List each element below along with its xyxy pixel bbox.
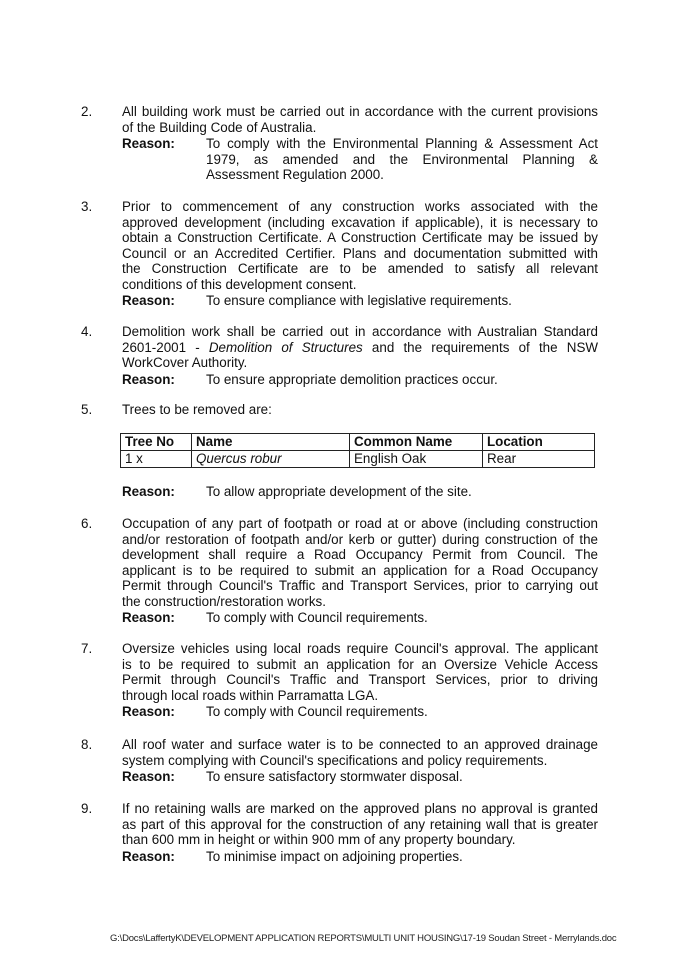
text-line: system complying with Council's specifications and policy requirements. [122, 752, 548, 768]
reason-line: To ensure satisfactory stormwater disposal. [206, 769, 463, 784]
table-cell [192, 451, 350, 468]
condition-number: 6. [81, 516, 93, 531]
reason-text [206, 293, 598, 309]
condition-text [122, 737, 598, 768]
condition-number: 7. [81, 641, 93, 656]
text-line: Trees to be removed are: [122, 402, 272, 417]
text-line: Demolition work shall be carried out in accordance with Australian Standard [122, 324, 598, 339]
reason-label: Reason: [122, 293, 175, 308]
condition-number: 3. [81, 199, 93, 214]
condition-number: 9. [81, 801, 93, 816]
text-line: Oversize vehicles using local roads require Council's approval. The applicant [122, 641, 598, 656]
reason-label: Reason: [122, 136, 175, 151]
reason-label: Reason: [122, 704, 175, 719]
condition-text [122, 641, 598, 703]
text-segment: 2601-2001 - [122, 339, 209, 355]
reason-label: Reason: [122, 610, 175, 625]
trees-table [120, 433, 595, 468]
reason-line: Assessment Regulation 2000. [206, 167, 384, 183]
reason-line: To ensure appropriate demolition practices occur. [206, 372, 498, 387]
column-header: Common Name [350, 434, 483, 451]
reason-line: To ensure compliance with legislative requirements. [206, 293, 512, 308]
reason-line: To comply with Council requirements. [206, 610, 428, 625]
reason-text [206, 849, 598, 865]
reason-text [206, 769, 598, 785]
table-cell: 1 x [121, 451, 192, 468]
text-line: All roof water and surface water is to be connected to an approved drainage [122, 737, 598, 752]
reason-line: To minimise impact on adjoining properties. [206, 849, 463, 864]
condition-text [122, 324, 598, 371]
table-cell: Rear [483, 451, 595, 468]
reason-text [206, 610, 598, 626]
reason-text [206, 484, 598, 500]
text-line: All building work must be carried out in accordance with the current provisions [122, 104, 598, 119]
column-header: Name [192, 434, 350, 451]
reason-line: To comply with Council requirements. [206, 704, 428, 719]
reason-label: Reason: [122, 372, 175, 387]
text-line: development shall require a Road Occupancy Permit from Council. The [122, 547, 598, 563]
column-header: Tree No [121, 434, 192, 451]
species-name: Quercus robur [196, 451, 282, 466]
reason-line: To comply with the Environmental Planning & Assessment Act [206, 136, 598, 151]
condition-number: 2. [81, 104, 93, 119]
text-line: Prior to commencement of any construction works associated with the [122, 199, 598, 214]
reason-text [206, 372, 598, 388]
condition-text [122, 402, 598, 418]
condition-number: 8. [81, 737, 93, 752]
text-line: the construction/restoration works. [122, 593, 326, 609]
text-line: Council or an Accredited Certifier. Plans and documentation submitted with [122, 245, 598, 261]
text-line: the Construction Certificate are to be amended to satisfy all relevant [122, 261, 598, 277]
column-header: Location [483, 434, 595, 451]
text-line: Occupation of any part of footpath or road at or above (including construction [122, 516, 598, 531]
text-line: applicant is to be required to submit an application for a Road Occupancy [122, 562, 598, 578]
reason-text [206, 136, 598, 183]
table-row [121, 451, 595, 468]
condition-text [122, 199, 598, 293]
file-path-footer: G:\Docs\LaffertyK\DEVELOPMENT APPLICATION REPORTS\MULTI UNIT HOUSING\17-19 Soudan Street - Merrylands.doc [110, 933, 617, 944]
reason-line: 1979, as amended and the Environmental Planning & [206, 151, 598, 167]
reason-text [206, 704, 598, 720]
table-header-row [121, 434, 595, 451]
text-line: as part of this approval for the construction of any retaining wall that is greater [122, 816, 598, 832]
condition-text [122, 801, 598, 848]
text-line: than 600 mm in height or within 900 mm of any property boundary. [122, 832, 516, 848]
reason-line: To allow appropriate development of the site. [206, 484, 472, 499]
text-line: approved development (including excavation if applicable), it is necessary to [122, 214, 598, 230]
condition-text [122, 516, 598, 610]
text-line: of the Building Code of Australia. [122, 119, 317, 135]
condition-number: 4. [81, 324, 93, 339]
reason-label: Reason: [122, 484, 175, 499]
reason-label: Reason: [122, 849, 175, 864]
text-line: and/or restoration of footpath and/or kerb or gutter) during construction of the [122, 531, 598, 547]
text-line: conditions of this development consent. [122, 276, 357, 292]
text-line: through local roads within Parramatta LGA. [122, 687, 379, 703]
text-line: Permit through Council's Traffic and Transport Services, prior to carrying out [122, 578, 598, 594]
condition-number: 5. [81, 402, 93, 417]
reason-label: Reason: [122, 769, 175, 784]
condition-text [122, 104, 598, 135]
standard-title: Demolition of Structures [208, 339, 363, 355]
text-segment: and the requirements of the NSW [362, 339, 599, 355]
text-line: is to be required to submit an application for an Oversize Vehicle Access [122, 656, 598, 672]
table-cell: English Oak [350, 451, 483, 468]
text-line: obtain a Construction Certificate. A Construction Certificate may be issued by [122, 230, 598, 246]
text-line: Permit through Council's Traffic and Transport Services, prior to driving [122, 672, 598, 688]
text-line [122, 340, 598, 356]
text-line: WorkCover Authority. [122, 355, 248, 371]
text-line: If no retaining walls are marked on the approved plans no approval is granted [122, 801, 598, 816]
